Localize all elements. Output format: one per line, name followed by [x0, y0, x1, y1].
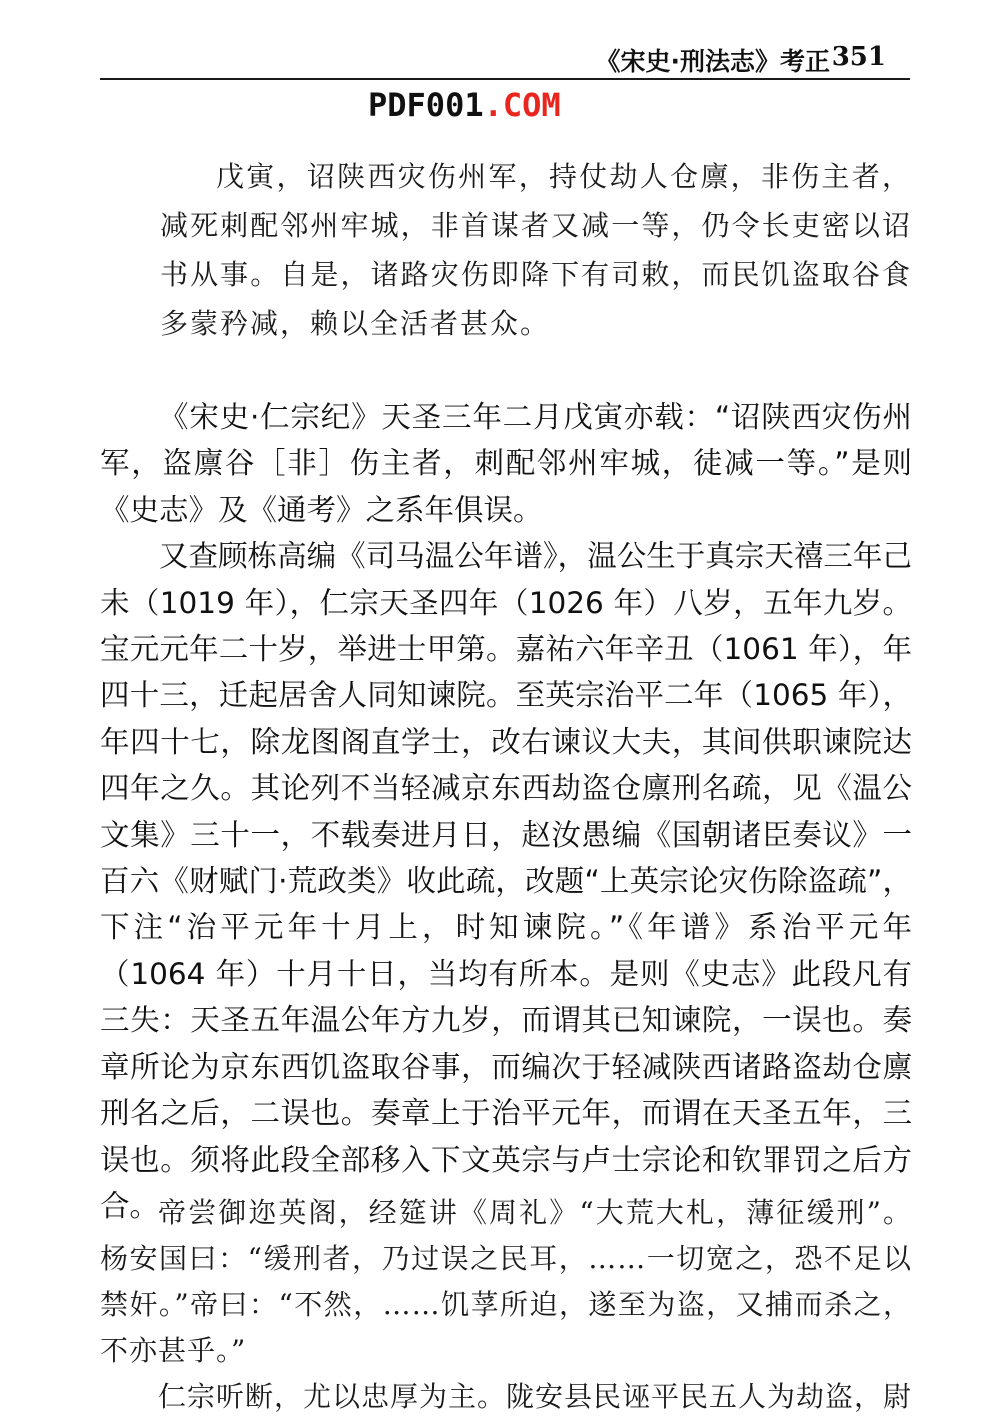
quoted-passage-2 — [100, 1190, 912, 1420]
watermark-part2: .COM — [483, 86, 561, 124]
watermark — [368, 86, 561, 124]
page-header — [100, 40, 910, 76]
paragraph: 又查顾栋高编《司马温公年谱》，温公生于真宗天禧三年己未（1019 年），仁宗天圣四年（1026 年）八岁，五年九岁。宝元元年二十岁，举进士甲第。嘉祐六年辛丑（1061 年），年四十三，迁起居舍人同知谏院。至英宗治平二年（1065 年），年四十七，除龙图阁直学士，改右谏议大夫，其间供职谏院达四年之久。其论列不当轻减京东西劫盗仓廪刑名疏，见《温公文集》三十一，不载奏进月日，赵汝愚编《国朝诸臣奏议》一百六《财赋门·荒政类》收此疏，改题“上英宗论灾伤除盗疏”，下注“治平元年十月上，时知谏院。”《年谱》系治平元年（1064 年）十月十日，当均有所本。是则《史志》此段凡有三失：天圣五年温公年方九岁，而谓其已知谏院，一误也。奏章所论为京东西饥盗取谷事，而编次于轻减陕西诸路盗劫仓廪刑名之后，二误也。奏章上于治平元年，而谓在天圣五年，三误也。须将此段全部移入下文英宗与卢士宗论和钦罪罚之后方合。 — [100, 539, 912, 1223]
watermark-part1: PDF001 — [368, 86, 484, 124]
main-text — [100, 394, 912, 1229]
quoted-passage: 戊寅，诏陕西灾伤州军，持仗劫人仓廪，非伤主者，减死刺配邻州牢城，非首谋者又减一等，仍令长吏密以诏书从事。自是，诸路灾伤即降下有司敕，而民饥盗取谷食多蒙矜减，赖以全活者甚众。 — [160, 160, 912, 340]
running-header-title: 《宋史·刑法志》考正 — [595, 47, 830, 76]
header-rule — [100, 78, 910, 80]
quoted-paragraph: 仁宗听断，尤以忠厚为主。陇安县民诬平民五人为劫盗，尉 — [158, 1380, 913, 1413]
page-number: 351 — [831, 42, 886, 72]
paragraph: 《宋史·仁宗纪》天圣三年二月戊寅亦载：“诏陕西灾伤州军，盗廪谷［非］伤主者，刺配邻州牢城，徒减一等。”是则《史志》及《通考》之系年俱误。 — [100, 400, 912, 527]
quoted-paragraph: 帝尝御迩英阁，经筵讲《周礼》“大荒大札，薄征缓刑”。杨安国曰：“缓刑者，乃过误之民耳，……一切宽之，恐不足以禁奸。”帝曰：“不然，……饥莩所迫，遂至为盗，又捕而杀之，不亦甚乎。” — [100, 1196, 912, 1367]
